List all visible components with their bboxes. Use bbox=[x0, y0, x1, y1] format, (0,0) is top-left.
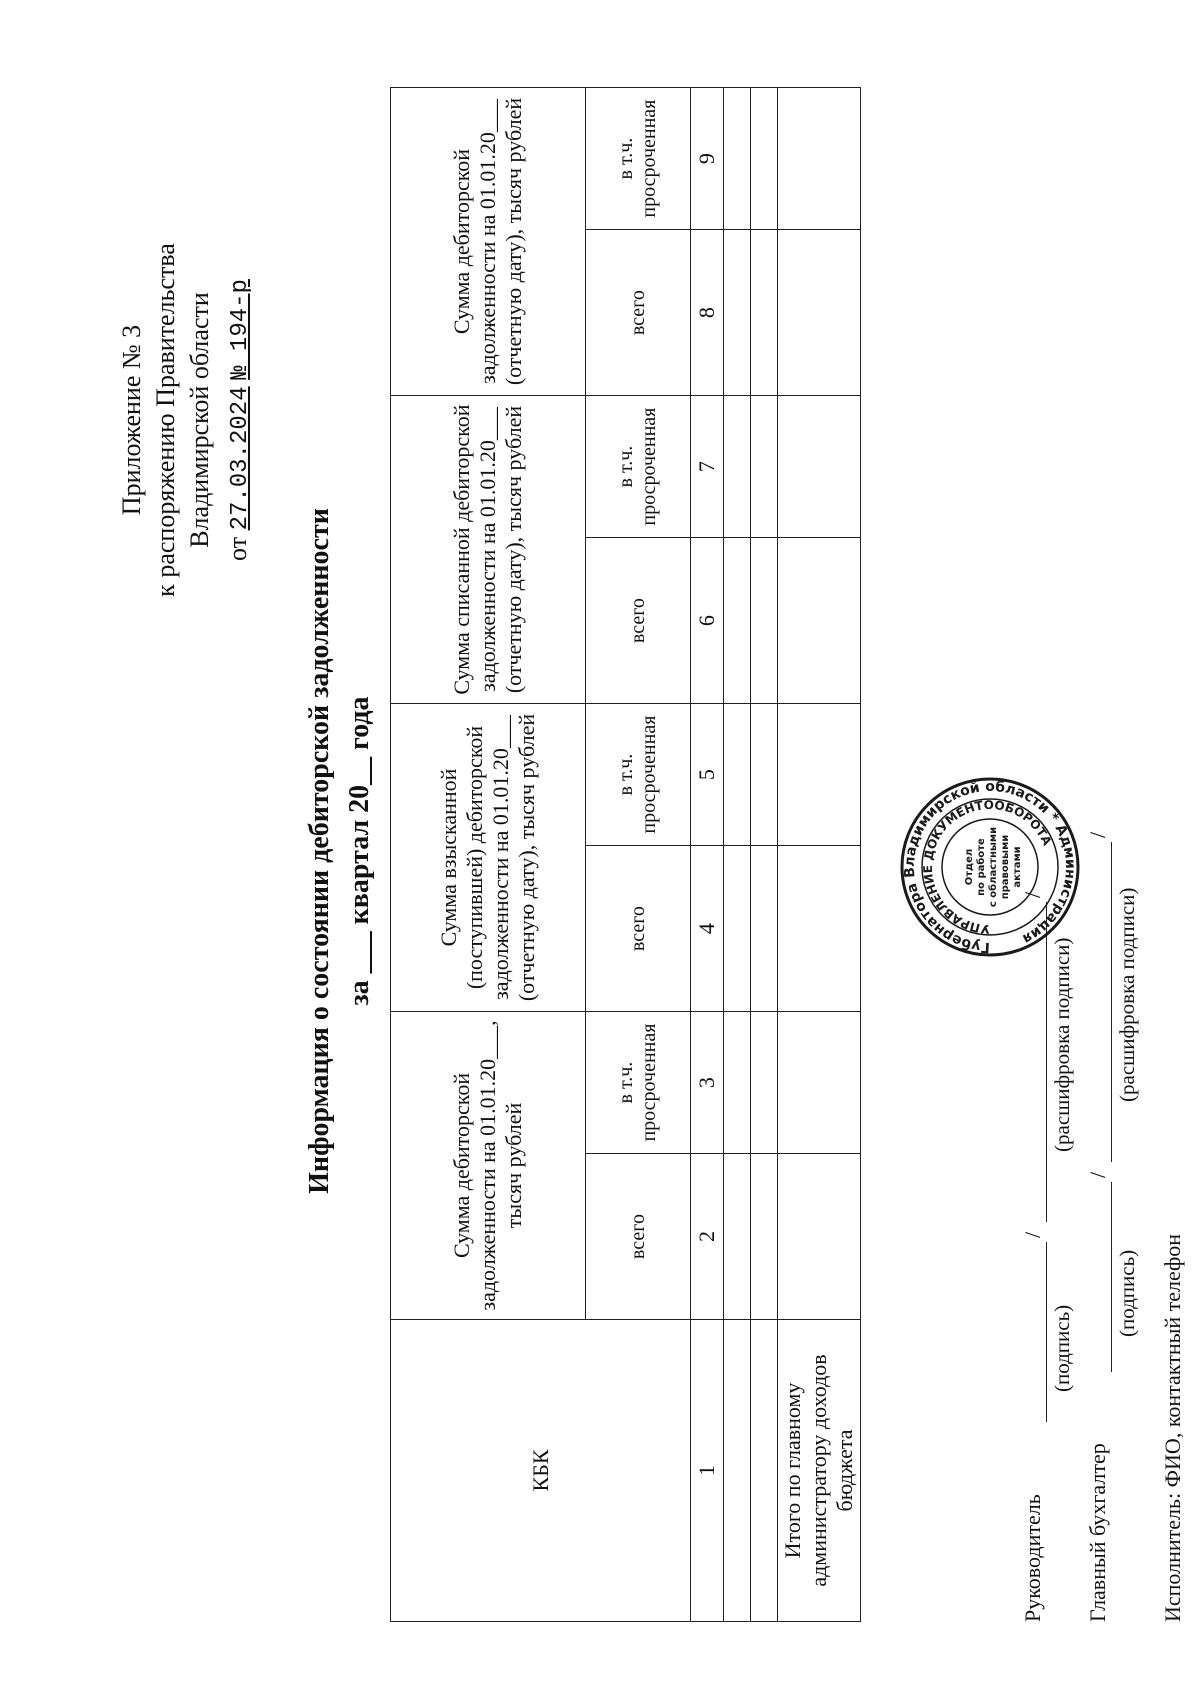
header-group-1: Сумма дебиторской задолженности на 01.01.20___, тысяч рублей bbox=[391, 1011, 586, 1319]
table-cell bbox=[778, 846, 861, 1012]
stamp-center-line-2: по работе bbox=[976, 838, 987, 896]
table-cell bbox=[724, 1011, 751, 1153]
header-group-2: Сумма взысканной (поступившей) дебиторской задолженности на 01.01.20___ (отчетную дату), тысяч рублей bbox=[391, 704, 586, 1012]
column-number: 8 bbox=[691, 230, 724, 396]
signature-accountant bbox=[1085, 662, 1145, 1622]
table-cell bbox=[778, 88, 861, 230]
stamp-center-line-5: актами bbox=[1012, 846, 1023, 888]
column-number: 4 bbox=[691, 846, 724, 1012]
table-cell bbox=[724, 538, 751, 704]
table-cell bbox=[724, 230, 751, 396]
accountant-label: Главный бухгалтер bbox=[1085, 1443, 1110, 1622]
executor-text: Исполнитель: ФИО, контактный телефон bbox=[1160, 1233, 1185, 1622]
sub-total-1: всего bbox=[586, 1154, 691, 1320]
title-line-1: Информация о состоянии дебиторской задолженности bbox=[304, 508, 335, 1194]
table-cell bbox=[778, 230, 861, 396]
appendix-number: № 194-р bbox=[227, 279, 254, 380]
table-cell bbox=[778, 704, 861, 846]
table-cell bbox=[724, 704, 751, 846]
accountant-separator: / bbox=[1085, 1171, 1110, 1178]
accountant-signature-caption: (подпись) bbox=[1115, 1249, 1139, 1337]
header-group-3: Сумма списанной дебиторской задолженности на 01.01.20___ (отчетную дату), тысяч рублей bbox=[391, 396, 586, 704]
stamp-outer-text: Губернатора Владимирской области * Администрация bbox=[901, 778, 1079, 956]
stamp-center-line-4: правовыми bbox=[1000, 834, 1011, 900]
head-signature-line bbox=[1046, 1242, 1047, 1422]
sub-total-3: всего bbox=[586, 538, 691, 704]
accountant-separator-end: / bbox=[1085, 831, 1110, 838]
table-cell bbox=[751, 88, 778, 230]
table-cell bbox=[751, 1154, 778, 1320]
stamp-inner-text: УПРАВЛЕНИЕ ДОКУМЕНТООБОРОТА bbox=[920, 797, 1055, 937]
appendix-line-1: Приложение № 3 bbox=[117, 324, 146, 516]
header-group-4: Сумма дебиторской задолженности на 01.01.20___ (отчетную дату), тысяч рублей bbox=[391, 88, 586, 396]
table-cell bbox=[751, 538, 778, 704]
table-cell bbox=[724, 846, 751, 1012]
stamp-center-line-1: Отдел bbox=[964, 848, 975, 886]
head-separator-end: / bbox=[1020, 891, 1045, 898]
table-cell bbox=[724, 1319, 751, 1621]
appendix-header bbox=[115, 140, 258, 700]
sub-total-2: всего bbox=[586, 846, 691, 1012]
stamp-center-line-3: с областными bbox=[988, 826, 999, 908]
table-cell bbox=[751, 1319, 778, 1621]
receivables-table bbox=[390, 87, 861, 1622]
header-kbk: КБК bbox=[391, 1319, 691, 1621]
title-line-2: за ___ квартал 20__ года bbox=[344, 696, 375, 1006]
table-cell bbox=[724, 1154, 751, 1320]
head-signature-caption: (подпись) bbox=[1050, 1304, 1074, 1392]
table-cell bbox=[751, 704, 778, 846]
head-label: Руководитель bbox=[1020, 1494, 1045, 1622]
table-cell bbox=[751, 396, 778, 538]
sub-overdue-4: в т.ч. просроченная bbox=[586, 88, 691, 230]
column-number: 9 bbox=[691, 88, 724, 230]
table-cell bbox=[751, 1011, 778, 1153]
sub-overdue-3: в т.ч. просроченная bbox=[586, 396, 691, 538]
column-number: 5 bbox=[691, 704, 724, 846]
document-title bbox=[300, 0, 380, 1702]
official-stamp bbox=[900, 777, 1080, 957]
column-number: 6 bbox=[691, 538, 724, 704]
column-numbers-row bbox=[691, 88, 724, 1622]
sub-overdue-1: в т.ч. просроченная bbox=[586, 1011, 691, 1153]
appendix-date-line bbox=[221, 140, 258, 700]
sub-overdue-2: в т.ч. просроченная bbox=[586, 704, 691, 846]
table-cell bbox=[751, 230, 778, 396]
column-number: 2 bbox=[691, 1154, 724, 1320]
sub-total-4: всего bbox=[586, 230, 691, 396]
date-prefix: от bbox=[223, 536, 252, 561]
accountant-decode-line bbox=[1111, 842, 1112, 1162]
table-row bbox=[751, 88, 778, 1622]
table-cell bbox=[724, 396, 751, 538]
table-cell bbox=[751, 846, 778, 1012]
column-number: 3 bbox=[691, 1011, 724, 1153]
header-row-1 bbox=[391, 88, 586, 1622]
table-cell bbox=[778, 1154, 861, 1320]
appendix-line-3: Владимирской области bbox=[185, 292, 214, 548]
total-row bbox=[778, 88, 861, 1622]
column-number: 1 bbox=[691, 1319, 724, 1621]
table-cell bbox=[778, 1011, 861, 1153]
head-decode-caption: (расшифровка подписи) bbox=[1050, 937, 1074, 1152]
appendix-date: 27.03.2024 bbox=[227, 386, 254, 531]
table-row bbox=[724, 88, 751, 1622]
head-separator: / bbox=[1020, 1231, 1045, 1238]
table-cell bbox=[778, 538, 861, 704]
total-row-label: Итого по главному администратору доходов бюджета bbox=[778, 1319, 861, 1621]
appendix-line-2: к распоряжению Правительства bbox=[151, 243, 180, 597]
accountant-decode-caption: (расшифровка подписи) bbox=[1115, 887, 1139, 1102]
table-cell bbox=[778, 396, 861, 538]
column-number: 7 bbox=[691, 396, 724, 538]
accountant-signature-line bbox=[1111, 1182, 1112, 1372]
table-cell bbox=[724, 88, 751, 230]
